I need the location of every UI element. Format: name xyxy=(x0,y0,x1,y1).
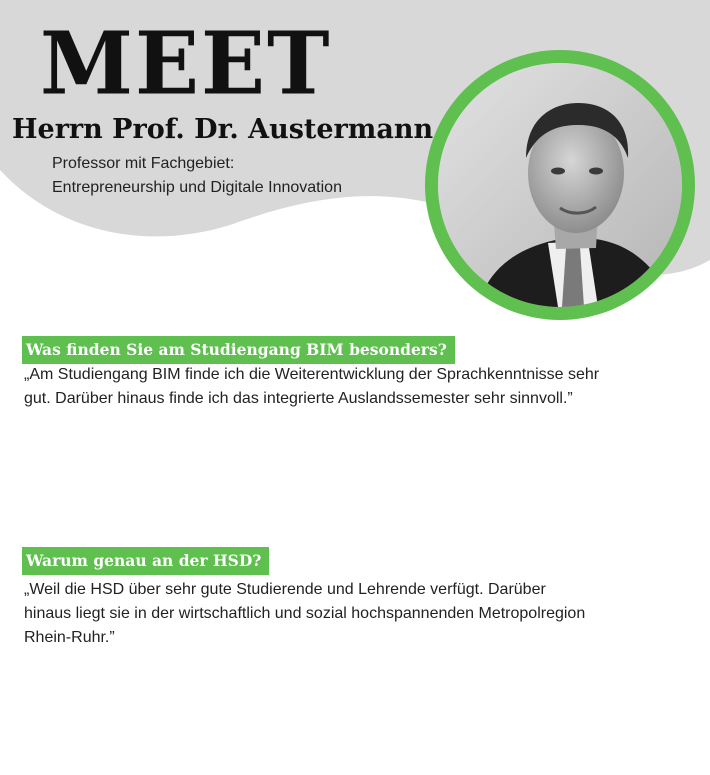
person-name: Herrn Prof. Dr. Austermann xyxy=(12,114,434,145)
answer-line: „Am Studiengang BIM finde ich die Weiterentwicklung der Sprachkenntnisse sehr xyxy=(24,366,600,383)
portrait-photo xyxy=(438,63,682,307)
answer-line: „Weil die HSD über sehr gute Studierende und Lehrende verfügt. Darüber xyxy=(24,581,546,598)
meet-title: MEET xyxy=(40,13,332,114)
answer-line: Rhein-Ruhr.” xyxy=(24,629,115,646)
subtitle-line: Professor mit Fachgebiet: xyxy=(52,155,235,172)
answer-line: gut. Darüber hinaus finde ich das integrierte Auslandssemester sehr sinnvoll.” xyxy=(24,390,573,407)
subtitle xyxy=(52,152,342,200)
question-label: Warum genau an der HSD? xyxy=(22,547,269,575)
answer-text xyxy=(24,578,694,650)
question-label: Was finden Sie am Studiengang BIM besonders? xyxy=(22,336,455,364)
answer-line: hinaus liegt sie in der wirtschaftlich und sozial hochspannenden Metropolregion xyxy=(24,605,586,622)
answer-text xyxy=(24,363,694,411)
portrait-ring xyxy=(425,50,695,320)
subtitle-line: Entrepreneurship und Digitale Innovation xyxy=(52,179,342,196)
